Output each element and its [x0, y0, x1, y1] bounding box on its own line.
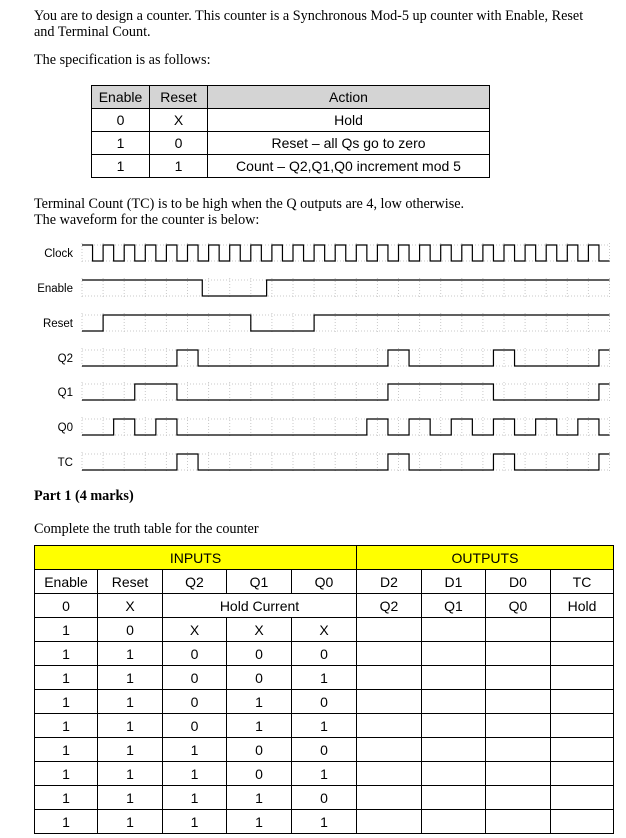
- table-cell: 1: [35, 738, 98, 762]
- answer-cell[interactable]: [551, 714, 614, 738]
- answer-cell[interactable]: [422, 690, 486, 714]
- table-cell: 1: [35, 810, 98, 834]
- table-cell: 1: [163, 810, 227, 834]
- table-cell: 1: [98, 738, 163, 762]
- table-row: [35, 666, 614, 690]
- table-cell: 0: [292, 738, 357, 762]
- col-header-reset: Reset: [98, 570, 163, 594]
- col-header-d2: D2: [357, 570, 422, 594]
- answer-cell[interactable]: [422, 786, 486, 810]
- table-cell: X: [98, 594, 163, 618]
- table-cell: X: [227, 618, 292, 642]
- table-cell: 1: [35, 690, 98, 714]
- answer-cell[interactable]: [486, 618, 551, 642]
- spec-intro: The specification is as follows:: [34, 52, 211, 68]
- table-row: [35, 690, 614, 714]
- answer-cell[interactable]: [551, 666, 614, 690]
- answer-cell[interactable]: [486, 714, 551, 738]
- table-row: [35, 810, 614, 834]
- tc-line-2: The waveform for the counter is below:: [34, 212, 260, 228]
- table-cell: X: [163, 618, 227, 642]
- spec-row: [92, 155, 490, 178]
- table-cell: Q2: [357, 594, 422, 618]
- table-cell: 0: [292, 642, 357, 666]
- clock-trace: [82, 245, 610, 261]
- q1-trace: [82, 384, 610, 400]
- signal-label: TC: [57, 457, 73, 469]
- spec-header-reset: Reset: [150, 86, 208, 109]
- table-cell: 0: [292, 690, 357, 714]
- answer-cell[interactable]: [486, 666, 551, 690]
- spec-row: [92, 109, 490, 132]
- table-cell: 1: [227, 690, 292, 714]
- answer-cell[interactable]: [357, 786, 422, 810]
- spec-cell: Reset – all Qs go to zero: [208, 132, 490, 155]
- table-row: [35, 738, 614, 762]
- outputs-group-header: OUTPUTS: [357, 546, 614, 570]
- answer-cell[interactable]: [422, 738, 486, 762]
- intro-line-2: and Terminal Count.: [34, 24, 151, 40]
- answer-cell[interactable]: [357, 618, 422, 642]
- spec-cell: X: [150, 109, 208, 132]
- answer-cell[interactable]: [551, 762, 614, 786]
- part1-heading: Part 1 (4 marks): [34, 488, 134, 504]
- spec-cell: 1: [150, 155, 208, 178]
- table-cell: 1: [98, 642, 163, 666]
- table-row: [35, 786, 614, 810]
- table-cell: 1: [98, 786, 163, 810]
- answer-cell[interactable]: [486, 642, 551, 666]
- hold-row: [35, 594, 614, 618]
- answer-cell[interactable]: [551, 690, 614, 714]
- table-cell: 1: [163, 786, 227, 810]
- spec-header-action: Action: [208, 86, 490, 109]
- answer-cell[interactable]: [422, 618, 486, 642]
- table-cell: 0: [292, 786, 357, 810]
- answer-cell[interactable]: [357, 642, 422, 666]
- table-cell: Q0: [486, 594, 551, 618]
- table-cell: 1: [227, 786, 292, 810]
- table-cell: 0: [227, 642, 292, 666]
- answer-cell[interactable]: [422, 762, 486, 786]
- table-cell: X: [292, 618, 357, 642]
- table-cell: 0: [227, 762, 292, 786]
- answer-cell[interactable]: [357, 666, 422, 690]
- table-cell: 0: [163, 714, 227, 738]
- waveform-diagram: [0, 238, 626, 478]
- table-cell: 0: [35, 594, 98, 618]
- col-header-q1: Q1: [227, 570, 292, 594]
- answer-cell[interactable]: [551, 738, 614, 762]
- tc-paragraph: [34, 196, 464, 228]
- table-cell: 0: [227, 738, 292, 762]
- spec-row: [92, 132, 490, 155]
- answer-cell[interactable]: [357, 690, 422, 714]
- spec-cell: 0: [92, 109, 150, 132]
- table-cell: 0: [163, 642, 227, 666]
- answer-cell[interactable]: [486, 786, 551, 810]
- table-row: [35, 618, 614, 642]
- table-cell: 1: [35, 786, 98, 810]
- spec-cell: 1: [92, 155, 150, 178]
- answer-cell[interactable]: [486, 762, 551, 786]
- table-cell: 1: [35, 642, 98, 666]
- q0-trace: [82, 419, 610, 435]
- signal-label: Q0: [57, 422, 73, 434]
- table-cell: 1: [35, 762, 98, 786]
- col-header-tc: TC: [551, 570, 614, 594]
- signal-label: Q2: [57, 353, 73, 365]
- table-cell: 1: [227, 810, 292, 834]
- answer-cell[interactable]: [486, 810, 551, 834]
- signal-label: Q1: [57, 387, 73, 399]
- table-cell: 1: [292, 666, 357, 690]
- spec-table: [91, 85, 490, 178]
- table-cell: 1: [35, 666, 98, 690]
- spec-cell: Hold: [208, 109, 490, 132]
- truth-table-body: [35, 618, 614, 834]
- table-cell: 1: [292, 714, 357, 738]
- col-header-d0: D0: [486, 570, 551, 594]
- intro-paragraph: [34, 8, 583, 40]
- q2-trace: [82, 350, 610, 366]
- reset-trace: [82, 315, 610, 331]
- table-row: [35, 642, 614, 666]
- tc-line-1: Terminal Count (TC) is to be high when the Q outputs are 4, low otherwise.: [34, 196, 465, 212]
- table-cell: 1: [292, 762, 357, 786]
- answer-cell[interactable]: [551, 642, 614, 666]
- tc-trace: [82, 454, 610, 470]
- table-cell: 1: [98, 666, 163, 690]
- table-cell: Hold: [551, 594, 614, 618]
- part1-instruction: Complete the truth table for the counter: [34, 521, 259, 537]
- table-cell: 1: [98, 714, 163, 738]
- table-cell: 0: [98, 618, 163, 642]
- table-cell: 1: [98, 810, 163, 834]
- spec-header-enable: Enable: [92, 86, 150, 109]
- answer-cell[interactable]: [357, 714, 422, 738]
- spec-cell: 0: [150, 132, 208, 155]
- intro-line-1: You are to design a counter. This counter is a Synchronous Mod-5 up counter with Enable, Reset: [34, 8, 584, 24]
- enable-trace: [82, 280, 610, 296]
- table-cell: 1: [163, 762, 227, 786]
- answer-cell[interactable]: [357, 738, 422, 762]
- inputs-group-header: INPUTS: [35, 546, 357, 570]
- answer-cell[interactable]: [422, 714, 486, 738]
- truth-table: [34, 545, 614, 834]
- table-cell: 0: [227, 666, 292, 690]
- answer-cell[interactable]: [486, 690, 551, 714]
- answer-cell[interactable]: [486, 738, 551, 762]
- signal-label: Enable: [37, 283, 73, 295]
- table-cell: 1: [35, 618, 98, 642]
- answer-cell[interactable]: [551, 786, 614, 810]
- table-cell: Q1: [422, 594, 486, 618]
- signal-label: Reset: [42, 318, 73, 330]
- answer-cell[interactable]: [422, 810, 486, 834]
- answer-cell[interactable]: [357, 762, 422, 786]
- answer-cell[interactable]: [551, 618, 614, 642]
- signal-label: Clock: [44, 248, 73, 260]
- table-cell: 1: [227, 714, 292, 738]
- table-cell: 0: [163, 690, 227, 714]
- spec-cell: 1: [92, 132, 150, 155]
- table-row: [35, 714, 614, 738]
- spec-cell: Count – Q2,Q1,Q0 increment mod 5: [208, 155, 490, 178]
- col-header-q0: Q0: [292, 570, 357, 594]
- table-cell: 1: [35, 714, 98, 738]
- answer-cell[interactable]: [422, 666, 486, 690]
- answer-cell[interactable]: [357, 810, 422, 834]
- col-header-q2: Q2: [163, 570, 227, 594]
- answer-cell[interactable]: [422, 642, 486, 666]
- table-cell: 1: [163, 738, 227, 762]
- table-cell: 1: [98, 762, 163, 786]
- hold-current-cell: Hold Current: [163, 594, 357, 618]
- table-cell: 0: [163, 666, 227, 690]
- table-row: [35, 762, 614, 786]
- col-header-enable: Enable: [35, 570, 98, 594]
- col-header-d1: D1: [422, 570, 486, 594]
- table-cell: 1: [98, 690, 163, 714]
- answer-cell[interactable]: [551, 810, 614, 834]
- table-cell: 1: [292, 810, 357, 834]
